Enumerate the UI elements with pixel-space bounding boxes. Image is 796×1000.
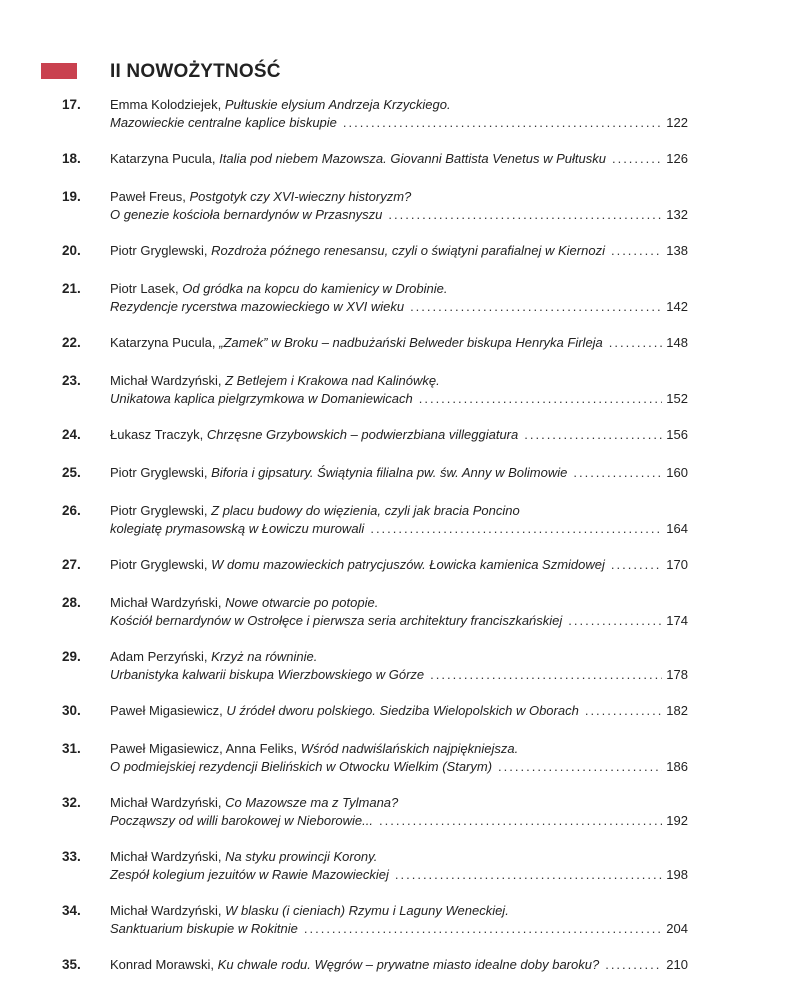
entry-text — [110, 426, 688, 444]
entry-line-text — [110, 594, 378, 612]
entry-author: Paweł Freus, — [110, 189, 190, 204]
entry-subtitle: kolegiatę prymasowską w Łowiczu murowali — [110, 521, 365, 536]
dot-leader — [343, 114, 662, 132]
entry-line-text — [110, 758, 492, 776]
toc-entry[interactable] — [0, 150, 796, 188]
page-number: 204 — [666, 921, 688, 936]
entry-text — [110, 648, 688, 684]
entry-line — [110, 502, 688, 520]
entry-title: Ku chwale rodu. Węgrów – prywatne miasto idealne doby baroku? — [217, 957, 600, 972]
entry-number: 29. — [62, 649, 81, 664]
dot-leader — [419, 390, 662, 408]
entry-subtitle: Rezydencje rycerstwa mazowieckiego w XVI wieku — [110, 299, 405, 314]
page-number: 198 — [666, 867, 688, 882]
entry-line — [110, 848, 688, 866]
dot-leader — [568, 612, 662, 630]
dot-leader — [611, 556, 662, 574]
entry-number: 21. — [62, 281, 81, 296]
entry-line — [110, 612, 688, 630]
entry-author: Piotr Gryglewski, — [110, 557, 212, 572]
dot-leader — [611, 242, 662, 260]
page-number: 210 — [666, 957, 688, 972]
entry-line — [110, 702, 688, 720]
entry-line-text — [110, 648, 317, 666]
entry-line — [110, 114, 688, 132]
entry-author: Katarzyna Pucula, — [110, 335, 220, 350]
entry-number: 17. — [62, 97, 81, 112]
entry-author: Paweł Migasiewicz, Anna Feliks, — [110, 741, 301, 756]
toc-entry[interactable] — [0, 280, 796, 334]
entry-author: Piotr Gryglewski, — [110, 503, 212, 518]
entry-author: Łukasz Traczyk, — [110, 427, 207, 442]
entry-title: Krzyż na równinie. — [211, 649, 318, 664]
entry-subtitle: Począwszy od willi barokowej w Nieborowie... — [110, 813, 373, 828]
entry-author: Konrad Morawski, — [110, 957, 218, 972]
entry-number: 18. — [62, 151, 81, 166]
dot-leader — [430, 666, 662, 684]
entry-line-text — [110, 612, 562, 630]
entry-line — [110, 812, 688, 830]
entry-line — [110, 390, 688, 408]
entry-line — [110, 920, 688, 938]
entry-line — [110, 188, 688, 206]
toc-entry[interactable] — [0, 848, 796, 902]
page-number: 186 — [666, 759, 688, 774]
page-number: 126 — [666, 151, 688, 166]
entry-number: 33. — [62, 849, 81, 864]
entry-line-text — [110, 298, 404, 316]
entry-line-text — [110, 956, 599, 974]
entry-subtitle: Zespół kolegium jezuitów w Rawie Mazowieckiej — [110, 867, 389, 882]
entry-line — [110, 520, 688, 538]
entry-line-text — [110, 372, 440, 390]
entry-line-text — [110, 502, 520, 520]
toc-entry[interactable] — [0, 372, 796, 426]
page-number: 182 — [666, 703, 688, 718]
entry-line — [110, 206, 688, 224]
page-number: 170 — [666, 557, 688, 572]
entry-line-text — [110, 702, 579, 720]
entry-author: Michał Wardzyński, — [110, 595, 226, 610]
entry-text — [110, 556, 688, 574]
entry-author: Piotr Lasek, — [110, 281, 183, 296]
entry-line — [110, 150, 688, 168]
entry-number: 31. — [62, 741, 81, 756]
table-of-contents — [0, 96, 796, 994]
entry-title: Nowe otwarcie po potopie. — [225, 595, 379, 610]
entry-text — [110, 334, 688, 352]
entry-text — [110, 848, 688, 884]
entry-subtitle: Mazowieckie centralne kaplice biskupie — [110, 115, 337, 130]
entry-text — [110, 96, 688, 132]
entry-title: Na styku prowincji Korony. — [225, 849, 378, 864]
entry-author: Piotr Gryglewski, — [110, 465, 212, 480]
section-title: II NOWOŻYTNOŚĆ — [110, 61, 281, 82]
entry-line — [110, 334, 688, 352]
entry-number: 28. — [62, 595, 81, 610]
entry-line — [110, 758, 688, 776]
entry-line — [110, 464, 688, 482]
entry-author: Emma Kolodziejek, — [110, 97, 225, 112]
entry-text — [110, 956, 688, 974]
entry-text — [110, 794, 688, 830]
toc-entry[interactable] — [0, 464, 796, 502]
toc-entry[interactable] — [0, 426, 796, 464]
page-number: 192 — [666, 813, 688, 828]
entry-line — [110, 242, 688, 260]
entry-line — [110, 666, 688, 684]
toc-entry[interactable] — [0, 902, 796, 956]
entry-line — [110, 956, 688, 974]
entry-number: 34. — [62, 903, 81, 918]
entry-title: Od gródka na kopcu do kamienicy w Drobinie. — [182, 281, 448, 296]
entry-line — [110, 648, 688, 666]
dot-leader — [379, 812, 662, 830]
entry-line — [110, 556, 688, 574]
entry-title: „Zamek” w Broku – nadbużański Belweder biskupa Henryka Firleja — [219, 335, 603, 350]
entry-author: Paweł Migasiewicz, — [110, 703, 227, 718]
page-number: 122 — [666, 115, 688, 130]
entry-number: 30. — [62, 703, 81, 718]
entry-line-text — [110, 334, 603, 352]
entry-title: Postgotyk czy XVI-wieczny historyzm? — [189, 189, 412, 204]
entry-text — [110, 740, 688, 776]
toc-entry[interactable] — [0, 96, 796, 150]
entry-line-text — [110, 794, 398, 812]
entry-author: Michał Wardzyński, — [110, 373, 226, 388]
entry-number: 32. — [62, 795, 81, 810]
entry-line-text — [110, 740, 518, 758]
entry-number: 25. — [62, 465, 81, 480]
toc-entry[interactable] — [0, 188, 796, 242]
entry-number: 35. — [62, 957, 81, 972]
entry-line-text — [110, 390, 413, 408]
dot-leader — [498, 758, 662, 776]
entry-text — [110, 242, 688, 260]
entry-line — [110, 594, 688, 612]
page-number: 148 — [666, 335, 688, 350]
entry-author: Piotr Gryglewski, — [110, 243, 212, 258]
entry-line — [110, 902, 688, 920]
entry-text — [110, 372, 688, 408]
entry-subtitle: Unikatowa kaplica pielgrzymkowa w Domaniewicach — [110, 391, 413, 406]
entry-title: Chrzęsne Grzybowskich – podwierzbiana villeggiatura — [206, 427, 519, 442]
page-number: 156 — [666, 427, 688, 442]
entry-number: 22. — [62, 335, 81, 350]
entry-line — [110, 426, 688, 444]
dot-leader — [304, 920, 662, 938]
entry-number: 24. — [62, 427, 81, 442]
entry-text — [110, 188, 688, 224]
entry-line-text — [110, 902, 509, 920]
entry-line — [110, 866, 688, 884]
entry-title: W domu mazowieckich patrycjuszów. Łowicka kamienica Szmidowej — [211, 557, 605, 572]
toc-entry[interactable] — [0, 648, 796, 702]
page-number: 152 — [666, 391, 688, 406]
toc-entry[interactable] — [0, 242, 796, 280]
entry-line-text — [110, 206, 382, 224]
dot-leader — [573, 464, 662, 482]
entry-subtitle: Kościół bernardynów w Ostrołęce i pierwsza seria architektury franciszkańskiej — [110, 613, 563, 628]
entry-line-text — [110, 188, 411, 206]
toc-entry[interactable] — [0, 594, 796, 648]
entry-title: Italia pod niebem Mazowsza. Giovanni Battista Venetus w Pułtusku — [219, 151, 606, 166]
entry-line-text — [110, 242, 605, 260]
entry-text — [110, 594, 688, 630]
dot-leader — [605, 956, 662, 974]
entry-line — [110, 740, 688, 758]
entry-line-text — [110, 848, 377, 866]
entry-title: W blasku (i cieniach) Rzymu i Laguny Weneckiej. — [225, 903, 509, 918]
page-number: 142 — [666, 299, 688, 314]
toc-entry[interactable] — [0, 556, 796, 594]
toc-entry[interactable] — [0, 334, 796, 372]
entry-number: 26. — [62, 503, 81, 518]
entry-line-text — [110, 114, 337, 132]
entry-line-text — [110, 96, 451, 114]
toc-entry[interactable] — [0, 702, 796, 740]
entry-subtitle: Sanktuarium biskupie w Rokitnie — [110, 921, 298, 936]
entry-author: Michał Wardzyński, — [110, 795, 226, 810]
entry-number: 19. — [62, 189, 81, 204]
entry-line-text — [110, 464, 567, 482]
entry-line-text — [110, 280, 447, 298]
page-number: 164 — [666, 521, 688, 536]
dot-leader — [609, 334, 662, 352]
entry-line — [110, 298, 688, 316]
toc-entry[interactable] — [0, 502, 796, 556]
entry-line-text — [110, 866, 389, 884]
toc-entry[interactable] — [0, 740, 796, 794]
dot-leader — [370, 520, 662, 538]
section-marker-bar — [41, 63, 77, 79]
entry-subtitle: O podmiejskiej rezydencji Bielińskich w Otwocku Wielkim (Starym) — [110, 759, 493, 774]
entry-text — [110, 902, 688, 938]
entry-author: Michał Wardzyński, — [110, 849, 226, 864]
entry-text — [110, 150, 688, 168]
page-number: 174 — [666, 613, 688, 628]
page-number: 160 — [666, 465, 688, 480]
entry-title: Pułtuskie elysium Andrzeja Krzyckiego. — [224, 97, 451, 112]
entry-line — [110, 794, 688, 812]
entry-text — [110, 280, 688, 316]
entry-line-text — [110, 920, 298, 938]
entry-text — [110, 464, 688, 482]
page-number: 178 — [666, 667, 688, 682]
entry-number: 27. — [62, 557, 81, 572]
entry-title: Wśród nadwiślańskich najpiękniejsza. — [300, 741, 519, 756]
page-number: 138 — [666, 243, 688, 258]
dot-leader — [395, 866, 662, 884]
dot-leader — [388, 206, 662, 224]
dot-leader — [410, 298, 662, 316]
dot-leader — [524, 426, 662, 444]
entry-title: U źródeł dworu polskiego. Siedziba Wielopolskich w Oborach — [226, 703, 579, 718]
entry-title: Z placu budowy do więzienia, czyli jak bracia Poncino — [211, 503, 520, 518]
entry-author: Adam Perzyński, — [110, 649, 212, 664]
entry-line-text — [110, 520, 364, 538]
dot-leader — [612, 150, 662, 168]
entry-line — [110, 372, 688, 390]
entry-author: Katarzyna Pucula, — [110, 151, 220, 166]
entry-number: 23. — [62, 373, 81, 388]
entry-title: Z Betlejem i Krakowa nad Kalinówkę. — [225, 373, 440, 388]
toc-entry[interactable] — [0, 956, 796, 994]
entry-title: Co Mazowsze ma z Tylmana? — [225, 795, 399, 810]
entry-subtitle: O genezie kościoła bernardynów w Przasnyszu — [110, 207, 383, 222]
entry-author: Michał Wardzyński, — [110, 903, 226, 918]
entry-text — [110, 702, 688, 720]
entry-number: 20. — [62, 243, 81, 258]
entry-line-text — [110, 150, 606, 168]
entry-title: Rozdroża późnego renesansu, czyli o świątyni parafialnej w Kiernozi — [211, 243, 605, 258]
entry-text — [110, 502, 688, 538]
entry-title: Biforia i gipsatury. Świątynia filialna pw. św. Anny w Bolimowie — [211, 465, 568, 480]
entry-line — [110, 280, 688, 298]
entry-line-text — [110, 812, 373, 830]
entry-line-text — [110, 426, 518, 444]
toc-entry[interactable] — [0, 794, 796, 848]
page-number: 132 — [666, 207, 688, 222]
dot-leader — [585, 702, 662, 720]
entry-line-text — [110, 556, 605, 574]
entry-subtitle: Urbanistyka kalwarii biskupa Wierzbowskiego w Górze — [110, 667, 425, 682]
entry-line-text — [110, 666, 424, 684]
entry-line — [110, 96, 688, 114]
